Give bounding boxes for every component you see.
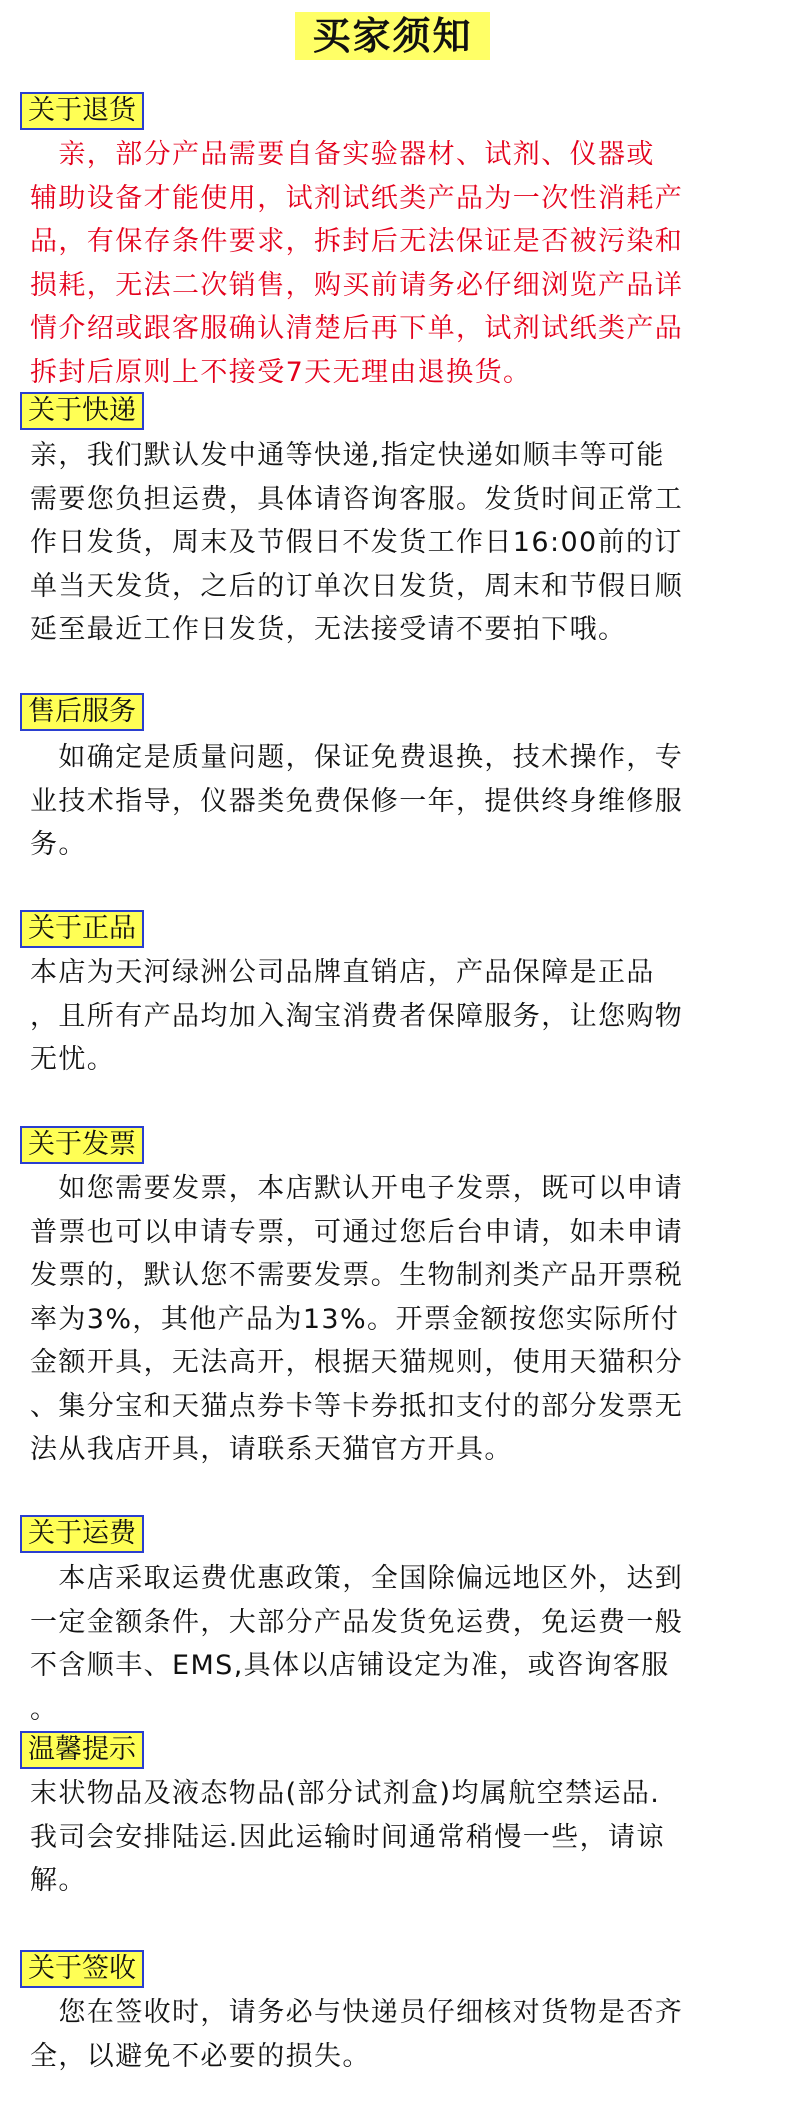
- text-line: 末状物品及液态物品(部分试剂盒)均属航空禁运品.: [30, 1778, 661, 1809]
- text-line: 本店采取运费优惠政策，全国除偏远地区外，达到: [30, 1563, 684, 1594]
- text-line: ，且所有产品均加入淘宝消费者保障服务，让您购物: [30, 1000, 684, 1032]
- section-body-authenticity: [30, 951, 770, 1082]
- text-line: 、集分宝和天猫点券卡等卡券抵扣支付的部分发票无: [30, 1390, 684, 1422]
- text-line: 单当天发货，之后的订单次日发货，周末和节假日顺: [30, 570, 684, 602]
- page-title: 买家须知: [295, 12, 490, 60]
- text-line: 本店为天河绿洲公司品牌直销店，产品保障是正品: [30, 957, 655, 988]
- text-line: 务。: [30, 829, 87, 860]
- section-body-shipping: [30, 434, 770, 652]
- section-heading-tips: 温馨提示: [20, 1731, 144, 1769]
- text-line: 损耗，无法二次销售，购买前请务必仔细浏览产品详: [30, 269, 684, 301]
- text-line: 延至最近工作日发货，无法接受请不要拍下哦。: [30, 614, 627, 645]
- section-heading-after-sales: 售后服务: [20, 693, 144, 731]
- text-line: 金额开具，无法高开，根据天猫规则，使用天猫积分: [30, 1347, 684, 1378]
- text-line: 需要您负担运费，具体请咨询客服。发货时间正常工: [30, 483, 684, 515]
- text-line: 如您需要发票，本店默认开电子发票，既可以申请: [30, 1173, 684, 1204]
- text-line: 全，以避免不必要的损失。: [30, 2040, 371, 2072]
- text-line: 拆封后原则上不接受7天无理由退换货。: [30, 356, 532, 388]
- text-line: 法从我店开具，请联系天猫官方开具。: [30, 1434, 513, 1465]
- text-line: 作日发货，周末及节假日不发货工作日16:00前的订: [30, 527, 683, 558]
- text-line: 品，有保存条件要求，拆封后无法保证是否被污染和: [30, 226, 684, 257]
- text-line: 您在签收时，请务必与快递员仔细核对货物是否齐: [30, 1997, 684, 2028]
- section-heading-freight: 关于运费: [20, 1515, 144, 1553]
- text-line: 。: [30, 1693, 59, 1725]
- text-line: 辅助设备才能使用，试剂试纸类产品为一次性消耗产: [30, 182, 684, 214]
- text-line: 普票也可以申请专票，可通过您后台申请，如未申请: [30, 1216, 684, 1248]
- text-line: 一定金额条件，大部分产品发货免运费，免运费一般: [30, 1606, 684, 1638]
- section-body-after-sales: [30, 736, 770, 867]
- section-body-receipt: [30, 1991, 770, 2078]
- text-line: 情介绍或跟客服确认清楚后再下单，试剂试纸类产品: [30, 313, 684, 344]
- section-body-invoice: [30, 1167, 770, 1472]
- text-line: 不含顺丰、EMS,具体以店铺设定为准，或咨询客服: [30, 1650, 670, 1681]
- text-line: 业技术指导，仪器类免费保修一年，提供终身维修服: [30, 785, 684, 817]
- section-body-returns: [30, 133, 770, 394]
- section-heading-invoice: 关于发票: [20, 1126, 144, 1164]
- section-heading-receipt: 关于签收: [20, 1950, 144, 1988]
- section-heading-shipping: 关于快递: [20, 392, 144, 430]
- text-line: 解。: [30, 1865, 87, 1896]
- text-line: 无忧。: [30, 1044, 116, 1075]
- text-line: 亲，部分产品需要自备实验器材、试剂、仪器或: [30, 139, 655, 170]
- text-line: 率为3%，其他产品为13%。开票金额按您实际所付: [30, 1303, 680, 1335]
- text-line: 我司会安排陆运.因此运输时间通常稍慢一些，请谅: [30, 1821, 665, 1853]
- section-body-freight: [30, 1557, 770, 1731]
- section-body-tips: [30, 1772, 770, 1903]
- text-line: 发票的，默认您不需要发票。生物制剂类产品开票税: [30, 1260, 684, 1291]
- section-heading-returns: 关于退货: [20, 92, 144, 130]
- section-heading-authenticity: 关于正品: [20, 910, 144, 948]
- text-line: 亲，我们默认发中通等快递,指定快递如顺丰等可能: [30, 440, 665, 471]
- text-line: 如确定是质量问题，保证免费退换，技术操作，专: [30, 742, 684, 773]
